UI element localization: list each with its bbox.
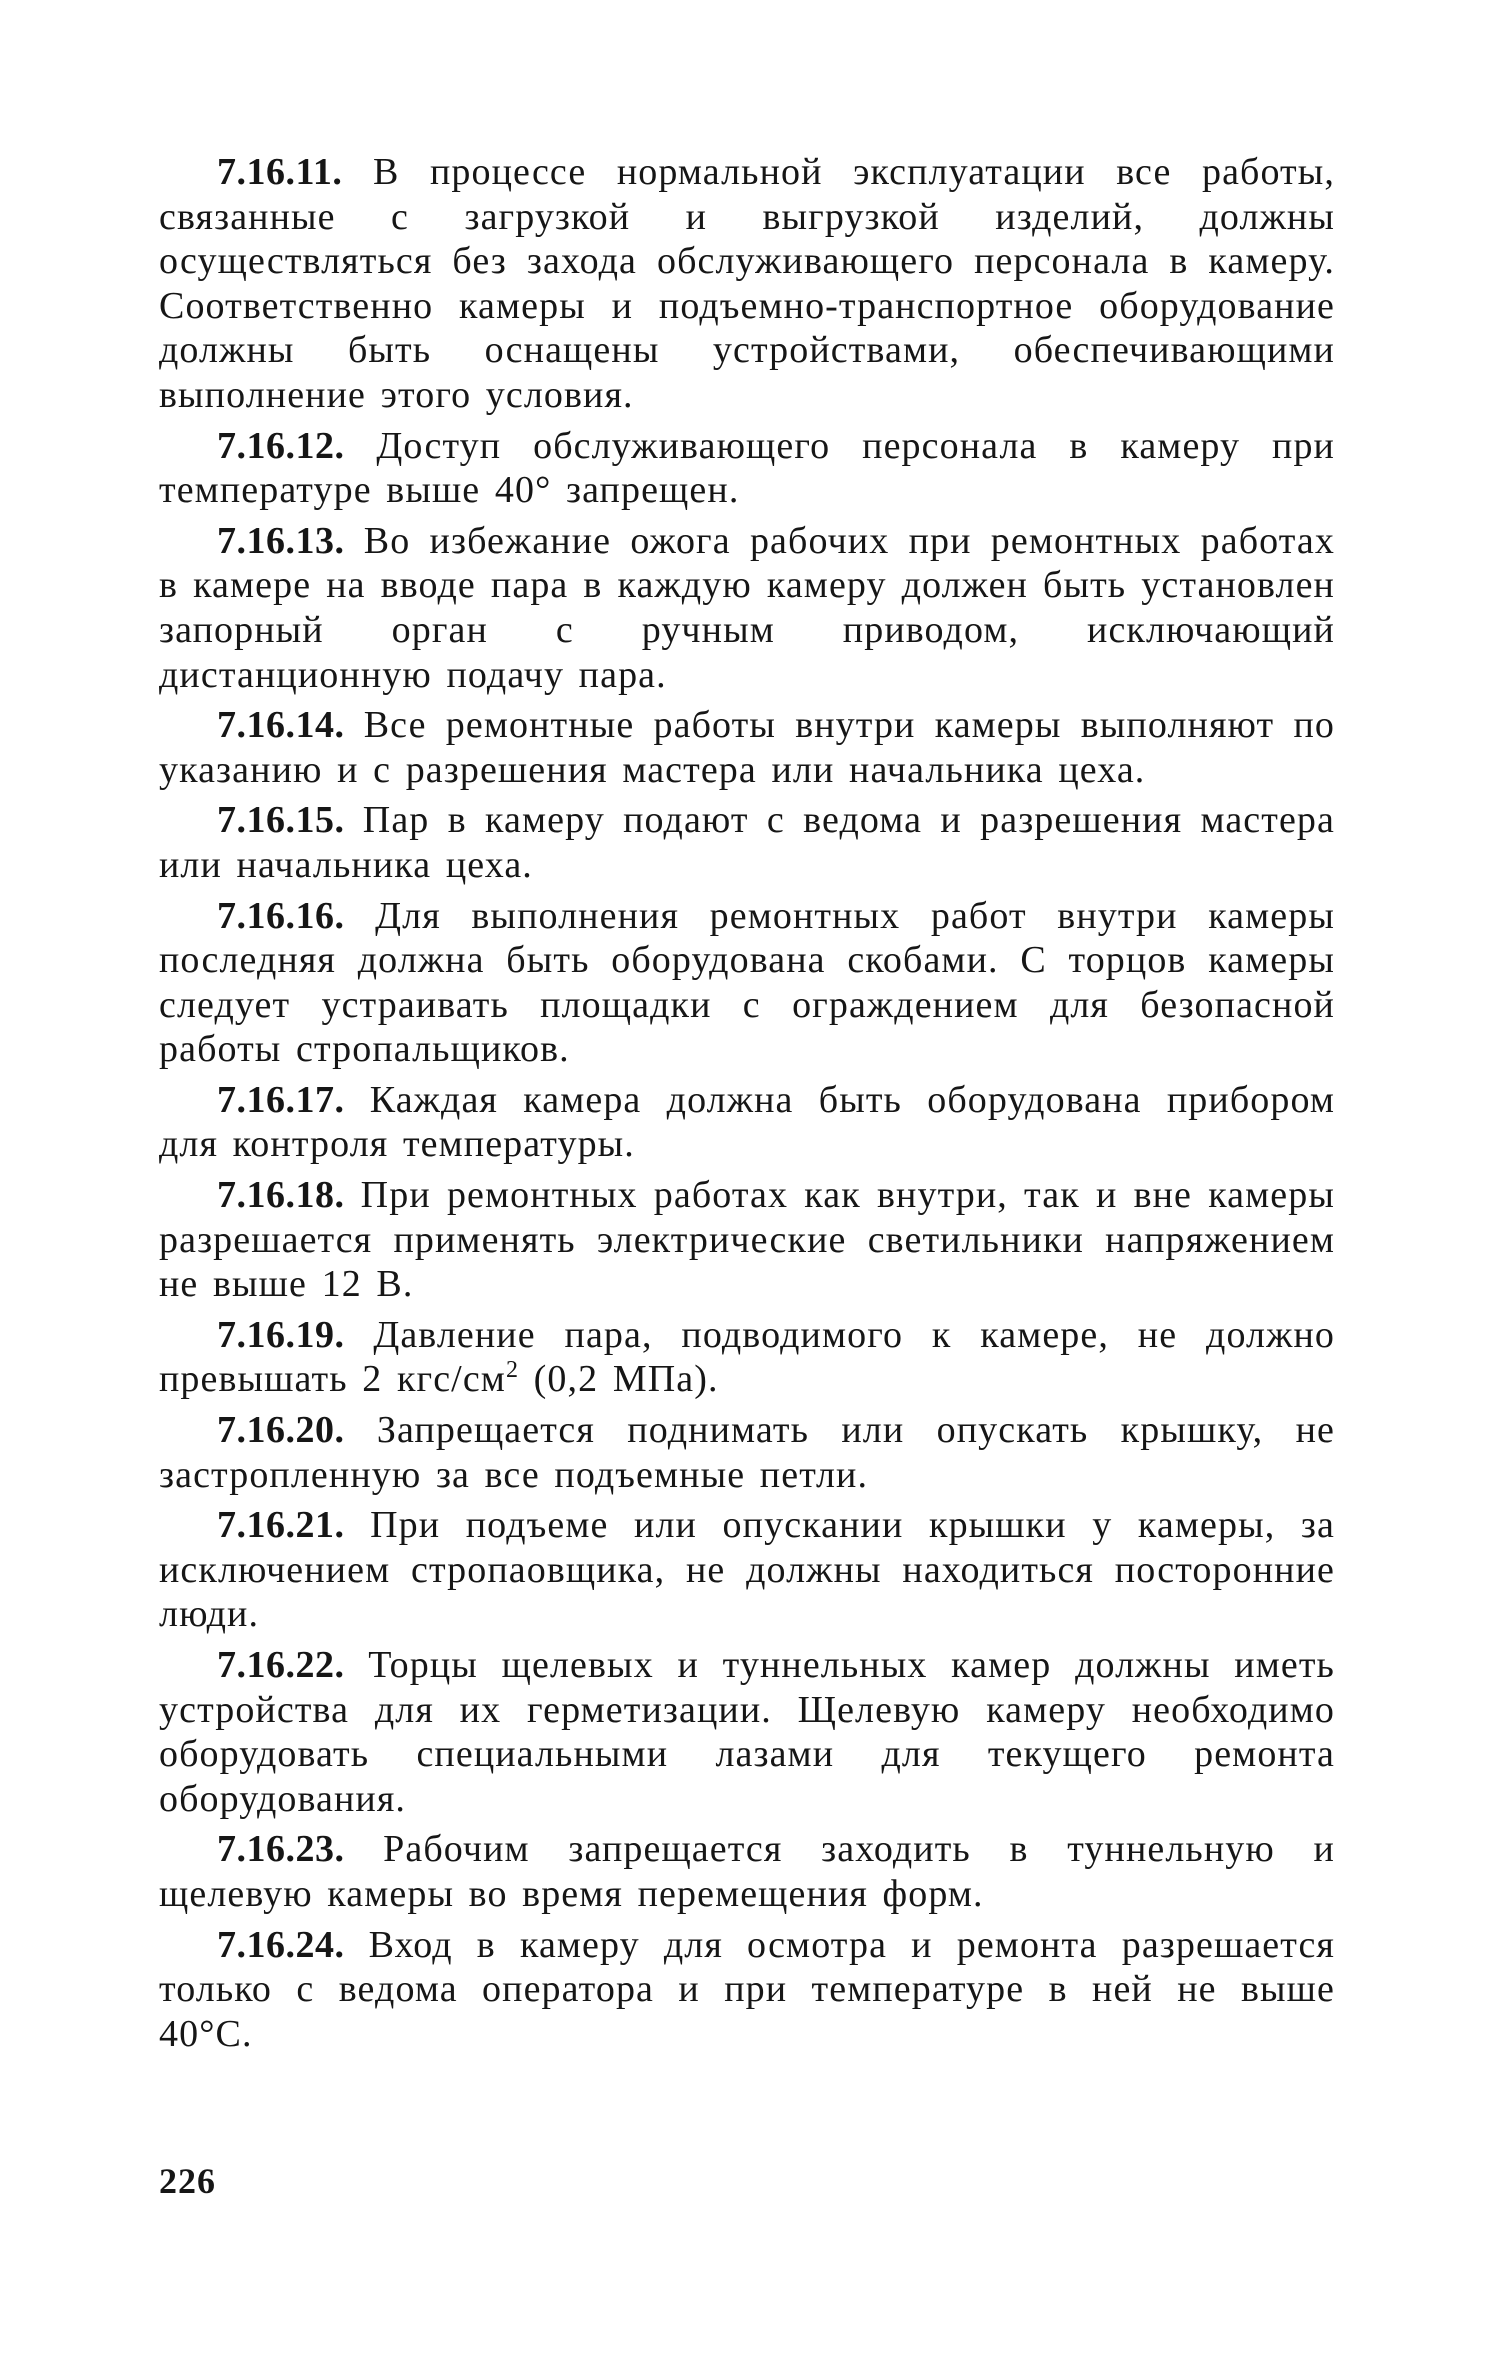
- clause-text: Пар в камеру подают с ведома и разрешения мастера или начальника цеха.: [159, 799, 1335, 886]
- clause-number: 7.16.23.: [217, 1828, 345, 1871]
- paragraph-7-16-19: [159, 1313, 1335, 1402]
- paragraph-7-16-15: [159, 798, 1335, 887]
- clause-number: 7.16.17.: [217, 1078, 345, 1121]
- paragraph-7-16-13: [159, 519, 1335, 697]
- superscript-2: 2: [505, 1357, 520, 1384]
- clause-number: 7.16.21.: [217, 1504, 345, 1547]
- clause-text: Давление пара, подводимого к камере, не должно превышать 2 кгс/см: [159, 1313, 1335, 1401]
- clause-number: 7.16.22.: [217, 1644, 345, 1686]
- clause-number: 7.16.14.: [217, 704, 345, 747]
- clause-text: Вход в камеру для осмотра и ремонта разрешается только с ведома оператора и при температуре в ней не выше 40°С.: [159, 1923, 1335, 2055]
- clause-number: 7.16.11.: [217, 151, 343, 193]
- paragraph-7-16-11: [159, 150, 1335, 418]
- paragraph-7-16-14: [159, 703, 1335, 792]
- paragraph-7-16-18: [159, 1173, 1335, 1307]
- paragraph-7-16-16: [159, 894, 1335, 1072]
- clause-text: Торцы щелевых и туннельных камер должны иметь устройства для их герметизации. Щелевую камеру необходимо оборудовать специальными лазами для текущего ремонта оборудования.: [159, 1644, 1335, 1820]
- clause-number: 7.16.20.: [217, 1409, 345, 1452]
- clause-text: При подъеме или опускании крышки у камеры, за исключением стропаовщика, не должны находиться посторонние люди.: [159, 1504, 1335, 1636]
- paragraph-7-16-24: [159, 1923, 1335, 2057]
- clause-text: Доступ обслуживающего персонала в камеру при температуре выше 40° запрещен.: [159, 424, 1335, 512]
- clause-text: Каждая камера должна быть оборудована прибором для контроля температуры.: [159, 1078, 1335, 1166]
- clause-text: Рабочим запрещается заходить в туннельную и щелевую камеры во время перемещения форм.: [159, 1828, 1335, 1915]
- clause-number: 7.16.12.: [217, 424, 345, 467]
- clause-number: 7.16.16.: [217, 894, 345, 937]
- paragraph-7-16-21: [159, 1503, 1335, 1637]
- clause-number: 7.16.24.: [217, 1923, 345, 1966]
- clause-text: В процессе нормальной эксплуатации все работы, связанные с загрузкой и выгрузкой изделий, должны осуществляться без захода обслуживающего персонала в камеру. Соответственно камеры и подъемно-транспортное оборудование должны быть оснащены устройствами, обеспечивающими выполнение этого условия.: [159, 151, 1335, 416]
- clause-number: 7.16.15.: [217, 799, 345, 842]
- clause-number: 7.16.19.: [217, 1313, 345, 1356]
- document-body: [159, 150, 1335, 2062]
- clause-text: Запрещается поднимать или опускать крышку, не застропленную за все подъемные петли.: [159, 1409, 1335, 1496]
- paragraph-7-16-22: [159, 1643, 1335, 1821]
- clause-text: Все ремонтные работы внутри камеры выполняют по указанию и с разрешения мастера или начальника цеха.: [159, 704, 1335, 791]
- clause-number: 7.16.13.: [217, 519, 345, 562]
- paragraph-7-16-12: [159, 424, 1335, 513]
- clause-text: При ремонтных работах как внутри, так и вне камеры разрешается применять электрические светильники напряжением не выше 12 В.: [159, 1174, 1335, 1306]
- clause-text: Во избежание ожога рабочих при ремонтных работах в камере на вводе пара в каждую камеру должен быть установлен запорный орган с ручным приводом, исключающий дистанционную подачу пара.: [159, 519, 1335, 696]
- clause-text: Для выполнения ремонтных работ внутри камеры последняя должна быть оборудована скобами. С торцов камеры следует устраивать площадки с ограждением для безопасной работы стропальщиков.: [159, 894, 1335, 1071]
- clause-text-tail: (0,2 МПа).: [519, 1358, 719, 1401]
- page-number: 226: [159, 2161, 216, 2201]
- paragraph-7-16-20: [159, 1408, 1335, 1497]
- paragraph-7-16-23: [159, 1827, 1335, 1916]
- clause-number: 7.16.18.: [217, 1174, 345, 1217]
- paragraph-7-16-17: [159, 1078, 1335, 1167]
